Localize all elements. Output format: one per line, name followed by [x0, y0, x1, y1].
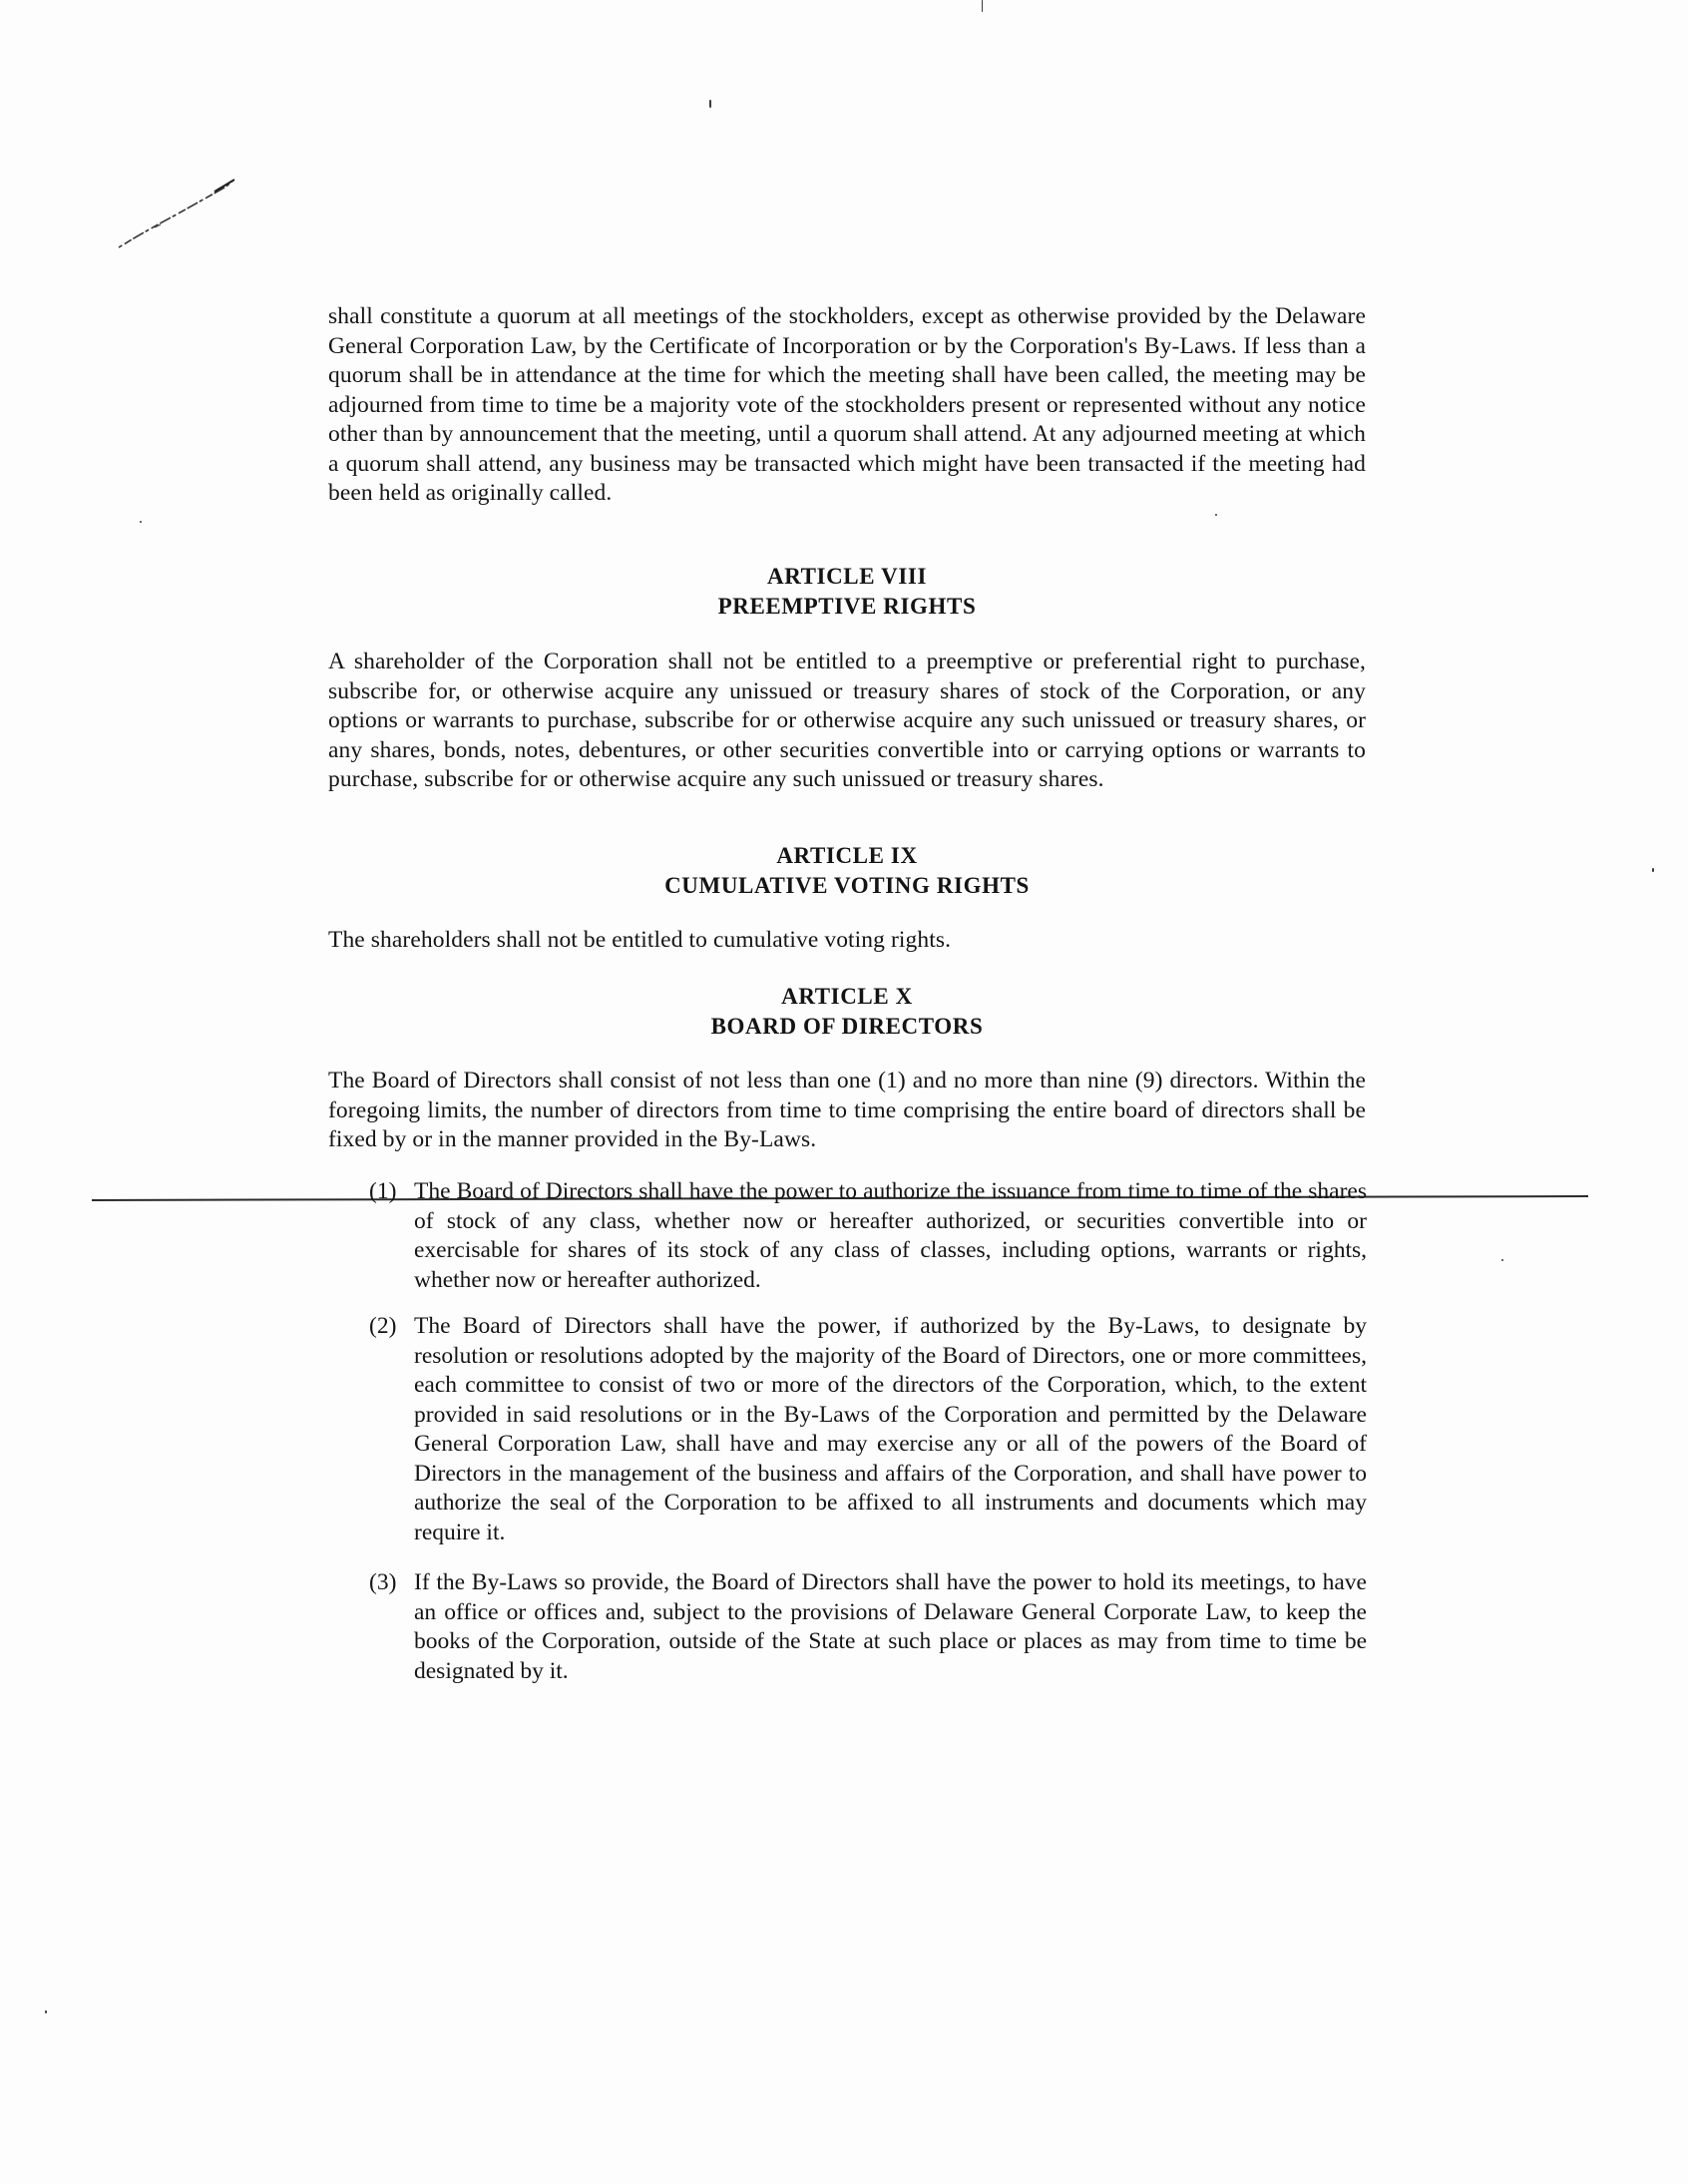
pen-stroke-mark [115, 170, 244, 259]
list-item-text: The Board of Directors shall have the power, if authorized by the By-Laws, to designate by resolution or resolutions adopted by the majority of the Board of Directors, one or more committees, each committee to consist of two or more of the directors of the Corporation, which, to the extent provided in said resolutions or in the By-Laws of the Corporation and permitted by the Delaware General Corporation Law, shall have and may exercise any or all of the powers of the Board of Directors in the management of the business and affairs of the Corporation, and shall have power to authorize the seal of the Corporation to be affixed to all instruments and documents which may require it. [414, 1313, 1367, 1545]
article-8-heading [328, 562, 1366, 622]
list-item-text: The Board of Directors shall have the power to authorize the issuance from time to time of the shares of stock of any class, whether now or hereafter authorized, or securities convertible into or exercisable for shares of its stock of any class of classes, including options, warrants or rights, whether now or hereafter authorized. [414, 1178, 1367, 1293]
scan-speck [45, 2010, 47, 2013]
article-10-title: BOARD OF DIRECTORS [710, 1014, 984, 1039]
scan-speck [1652, 868, 1654, 872]
article-9-heading [328, 841, 1366, 901]
article-9-text: The shareholders shall not be entitled to cumulative voting rights. [328, 927, 952, 953]
article-8-title: PREEMPTIVE RIGHTS [717, 594, 977, 619]
list-item-number: (1) [369, 1178, 397, 1204]
scan-speck [709, 100, 711, 108]
article-8-text: A shareholder of the Corporation shall not be entitled to a preemptive or preferential right to purchase, subscribe for, or otherwise acquire any unissued or treasury shares of stock of the Corporation, or any options or warrants to purchase, subscribe for or otherwise acquire any such unissued or treasury shares, or any shares, bonds, notes, debentures, or other securities convertible into or carrying options or warrants to purchase, subscribe for or otherwise acquire any such unissued or treasury shares. [328, 649, 1366, 792]
scan-speck [1215, 514, 1217, 516]
list-item-number: (2) [369, 1313, 397, 1339]
scan-speck [982, 0, 983, 12]
list-item [369, 1568, 1367, 1686]
article-10-text: The Board of Directors shall consist of not less than one (1) and no more than nine (9) directors. Within the foregoing limits, the number of directors from time to time comprising the entire board of directors shall be fixed by or in the manner provided in the By-Laws. [328, 1068, 1366, 1152]
list-item [369, 1312, 1367, 1547]
list-item-text: If the By-Laws so provide, the Board of Directors shall have the power to hold its meetings, to have an office or offices and, subject to the provisions of Delaware General Corporate Law, to keep the books of the Corporation, outside of the State at such place or places as may from time to time be designated by it. [414, 1569, 1367, 1684]
scan-speck [140, 521, 142, 523]
article-10-number: ARTICLE X [781, 984, 913, 1009]
article-9-number: ARTICLE IX [776, 843, 918, 868]
article-10-heading [328, 982, 1366, 1042]
article-8-number: ARTICLE VIII [767, 564, 927, 589]
article-9-title: CUMULATIVE VOTING RIGHTS [664, 873, 1030, 898]
quorum-paragraph: shall constitute a quorum at all meetings of the stockholders, except as otherwise provided by the Delaware General Corporation Law, by the Certificate of Incorporation or by the Corporation's By-Laws. If less than a quorum shall be in attendance at the time for which the meeting shall have been called, the meeting may be adjourned from time to time be a majority vote of the stockholders present or represented without any notice other than by announcement that the meeting, until a quorum shall attend. At any adjourned meeting at which a quorum shall attend, any business may be transacted which might have been transacted if the meeting had been held as originally called. [328, 303, 1366, 506]
scan-speck [1501, 1259, 1503, 1261]
list-item [369, 1177, 1367, 1295]
list-item-number: (3) [369, 1569, 397, 1595]
